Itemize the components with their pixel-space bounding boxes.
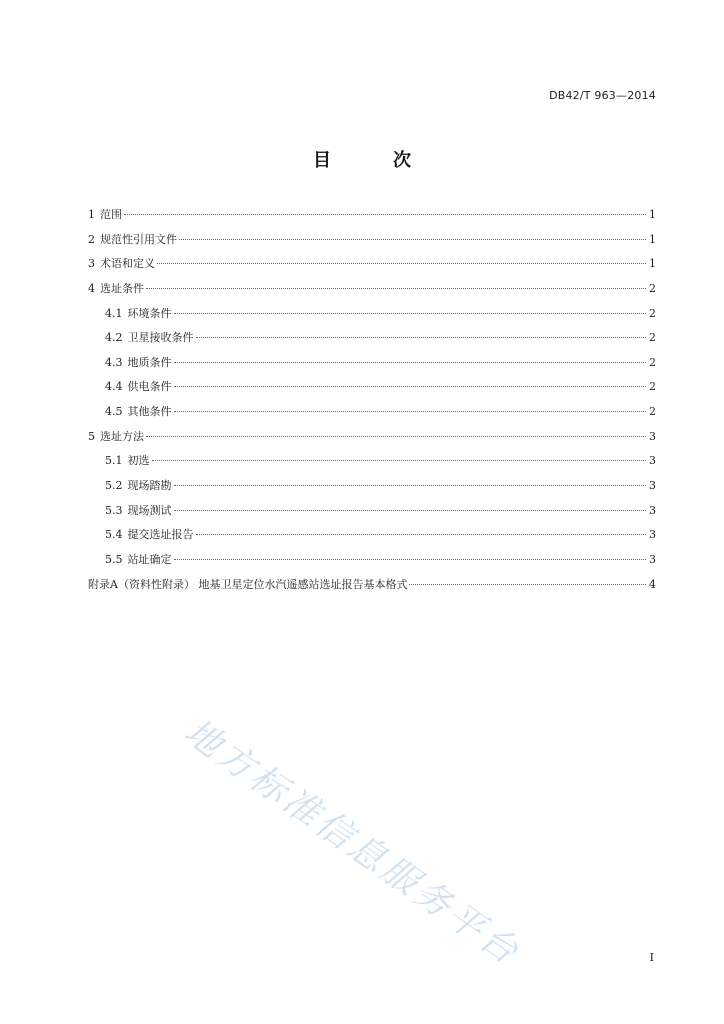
toc-entry-text: 附录A（资料性附录） 地基卫星定位水汽遥感站选址报告基本格式 (88, 577, 408, 591)
toc-entry-label (105, 305, 172, 321)
toc-entry-text: 其他条件 (127, 405, 172, 419)
toc-entry-text: 提交选址报告 (127, 528, 194, 542)
toc-entry-text: 现场踏勘 (127, 479, 172, 493)
toc-entry-label (88, 206, 122, 222)
toc-leader-dots (174, 510, 647, 511)
toc-leader-dots (146, 436, 646, 437)
toc-leader-dots (174, 313, 647, 314)
toc-entry-number: 4.3 (105, 355, 123, 369)
toc-entry-label (105, 477, 172, 493)
toc-entry-number: 5.2 (105, 479, 123, 493)
toc-entry-label (88, 428, 144, 444)
toc-entry-page: 3 (649, 503, 656, 517)
toc-entry[interactable] (88, 305, 656, 330)
toc-entry-text: 现场测试 (127, 503, 172, 517)
page-number: I (649, 951, 654, 964)
toc-leader-dots (152, 460, 647, 461)
toc-entry[interactable] (88, 551, 656, 576)
table-of-contents (88, 206, 656, 600)
toc-entry-text: 环境条件 (127, 306, 172, 320)
toc-entry[interactable] (88, 280, 656, 305)
toc-leader-dots (174, 559, 647, 560)
toc-entry-page: 1 (649, 232, 656, 246)
toc-entry-number: 4.5 (105, 405, 123, 419)
toc-entry[interactable] (88, 231, 656, 256)
toc-leader-dots (174, 386, 647, 387)
toc-entry-label (88, 576, 407, 592)
toc-entry-number: 5 (88, 429, 95, 443)
toc-entry-label (88, 255, 155, 271)
toc-entry[interactable] (88, 502, 656, 527)
toc-entry[interactable] (88, 378, 656, 403)
toc-entry-page: 3 (649, 528, 656, 542)
toc-entry[interactable] (88, 329, 656, 354)
toc-entry-label (105, 354, 172, 370)
toc-entry-label (105, 452, 150, 468)
toc-entry-number: 5.1 (105, 454, 123, 468)
toc-entry-number: 2 (88, 232, 95, 246)
toc-entry-page: 4 (649, 577, 656, 591)
toc-leader-dots (174, 485, 647, 486)
toc-entry[interactable] (88, 576, 656, 601)
toc-entry-label (88, 231, 177, 247)
toc-entry-page: 2 (649, 331, 656, 345)
toc-entry[interactable] (88, 354, 656, 379)
toc-entry-page: 1 (649, 257, 656, 271)
toc-leader-dots (196, 337, 647, 338)
toc-entry-number: 5.4 (105, 528, 123, 542)
watermark: 地方标准信息服务平台 (176, 711, 528, 975)
toc-entry-text: 范围 (100, 208, 122, 221)
toc-entry-label (105, 526, 194, 542)
toc-entry-label (105, 329, 194, 345)
toc-entry-text: 规范性引用文件 (100, 232, 177, 246)
toc-entry-label (105, 378, 172, 394)
toc-entry[interactable] (88, 403, 656, 428)
toc-entry-page: 3 (649, 429, 656, 443)
toc-leader-dots (409, 584, 646, 585)
toc-leader-dots (179, 239, 646, 240)
toc-leader-dots (146, 288, 646, 289)
toc-entry-text: 选址方法 (100, 429, 144, 443)
toc-leader-dots (196, 534, 647, 535)
toc-entry-page: 2 (649, 405, 656, 419)
toc-entry-number: 1 (88, 208, 95, 221)
toc-entry-number: 5.5 (105, 552, 123, 566)
toc-entry-page: 2 (649, 306, 656, 320)
toc-entry-page: 3 (649, 552, 656, 566)
toc-entry[interactable] (88, 255, 656, 280)
toc-entry-number: 4.1 (105, 306, 123, 320)
toc-entry-number: 5.3 (105, 503, 123, 517)
toc-entry-text: 供电条件 (127, 380, 172, 394)
page-title: 目 次 (313, 150, 433, 171)
toc-entry-page: 3 (649, 454, 656, 468)
toc-entry-number: 3 (88, 257, 95, 271)
toc-entry[interactable] (88, 526, 656, 551)
toc-entry[interactable] (88, 477, 656, 502)
toc-entry-text: 初选 (127, 454, 150, 468)
toc-entry-label (105, 551, 172, 567)
toc-leader-dots (124, 214, 646, 215)
toc-entry-text: 站址确定 (127, 552, 172, 566)
toc-entry-number: 4.2 (105, 331, 123, 345)
toc-entry-label (88, 280, 144, 296)
toc-leader-dots (174, 362, 647, 363)
toc-leader-dots (157, 263, 646, 264)
toc-entry-text: 选址条件 (100, 281, 144, 295)
toc-leader-dots (174, 411, 647, 412)
toc-entry-text: 卫星接收条件 (127, 331, 194, 345)
toc-entry-number: 4 (88, 281, 95, 295)
toc-entry-page: 2 (649, 355, 656, 369)
toc-entry-label (105, 403, 172, 419)
toc-entry-page: 2 (649, 281, 656, 295)
toc-entry[interactable] (88, 452, 656, 477)
toc-entry-page: 1 (649, 208, 656, 221)
toc-entry[interactable] (88, 428, 656, 453)
document-code: DB42/T 963—2014 (549, 89, 656, 102)
toc-entry[interactable] (88, 206, 656, 231)
toc-entry-text: 地质条件 (127, 355, 172, 369)
toc-entry-page: 3 (649, 479, 656, 493)
toc-entry-page: 2 (649, 380, 656, 394)
toc-entry-text: 术语和定义 (100, 257, 155, 271)
toc-entry-number: 4.4 (105, 380, 123, 394)
toc-entry-label (105, 502, 172, 518)
